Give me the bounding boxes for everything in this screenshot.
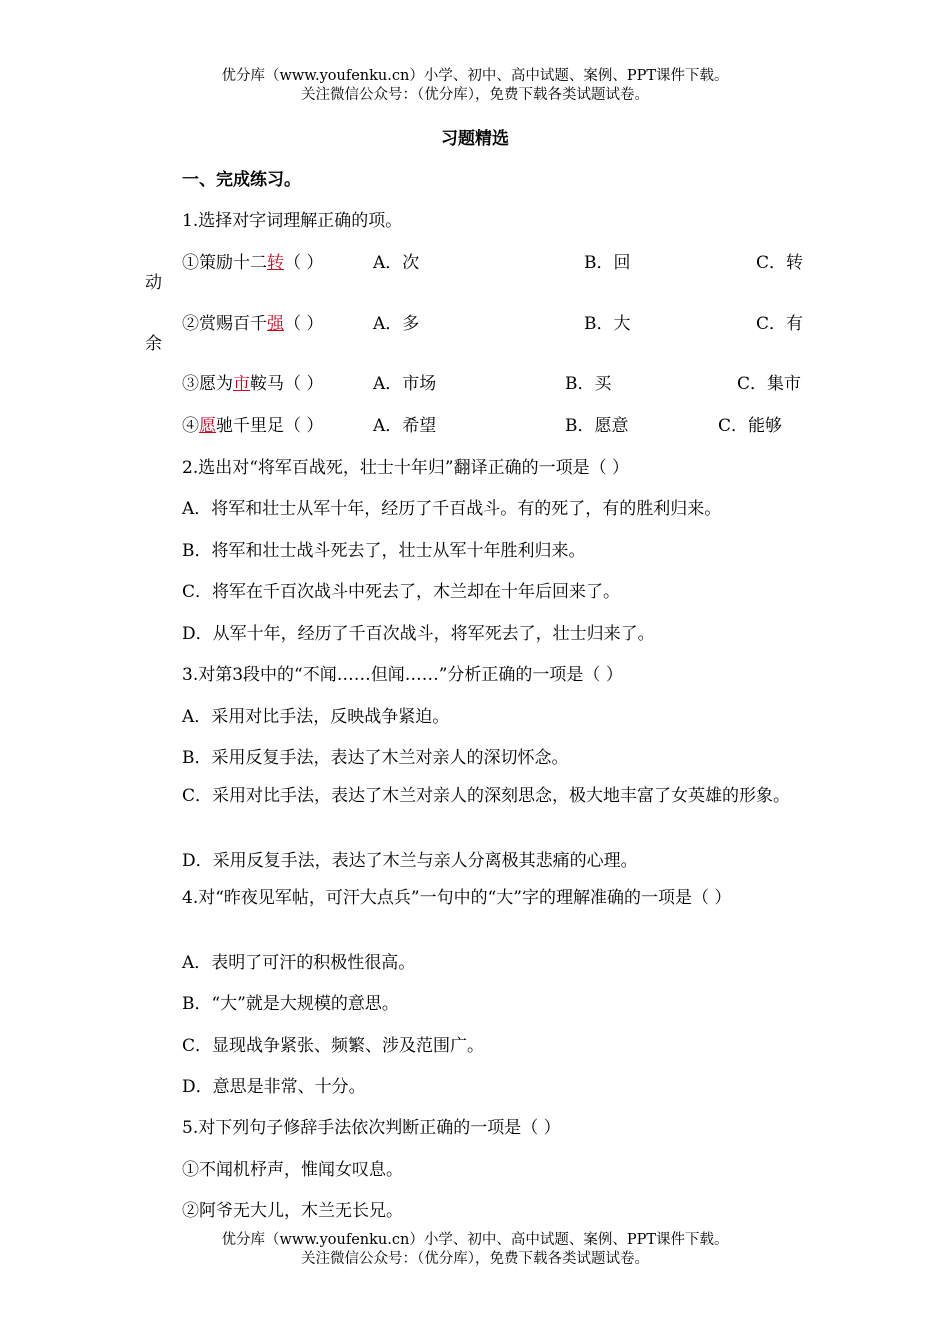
q1-item-4-option-b: B．愿意 — [565, 416, 629, 436]
q4-option-d: D．意思是非常、十分。 — [182, 1077, 366, 1097]
q1-item-2: ②赏赐百千强（ ） — [182, 314, 324, 334]
q2-stem: 2.选出对“将军百战死，壮士十年归”翻译正确的一项是（ ） — [182, 458, 630, 478]
q1-item-1: ①策励十二转（ ） — [182, 253, 324, 273]
header-line-2: 关注微信公众号：（优分库），免费下载各类试题试卷。 — [301, 87, 649, 103]
q1-item-4-key: 愿 — [199, 416, 216, 436]
q3-option-d: D．采用反复手法，表达了木兰与亲人分离极其悲痛的心理。 — [182, 851, 638, 871]
q3-option-c: C．采用对比手法，表达了木兰对亲人的深刻思念，极大地丰富了女英雄的形象。 — [182, 786, 791, 806]
q1-item-2-option-c: C．有 — [756, 314, 804, 334]
q5-line-1: ①不闻机杼声，惟闻女叹息。 — [182, 1160, 403, 1180]
q1-item-2-option-a: A．多 — [373, 314, 420, 334]
header-line-1: 优分库（www.youfenku.cn）小学、初中、高中试题、案例、PPT课件下载。 — [221, 68, 729, 84]
section-heading: 一、完成练习。 — [182, 170, 301, 190]
q1-item-3-option-b: B．买 — [565, 374, 612, 394]
q4-option-b: B．“大”就是大规模的意思。 — [182, 994, 399, 1014]
footer-line-2: 关注微信公众号：（优分库），免费下载各类试题试卷。 — [301, 1251, 649, 1267]
q1-stem: 1.选择对字词理解正确的项。 — [182, 211, 403, 231]
q1-item-1-option-c: C．转 — [756, 253, 804, 273]
q2-option-b: B．将军和壮士战斗死去了，壮士从军十年胜利归来。 — [182, 541, 586, 561]
q1-item-2-option-b: B．大 — [584, 314, 631, 334]
q2-option-c: C．将军在千百次战斗中死去了，木兰却在十年后回来了。 — [182, 582, 621, 602]
page-title: 习题精选 — [441, 129, 509, 149]
q2-option-d: D．从军十年，经历了千百次战斗，将军死去了，壮士归来了。 — [182, 624, 655, 644]
q1-item-1-continuation: 动 — [145, 273, 162, 293]
q5-line-2: ②阿爷无大儿，木兰无长兄。 — [182, 1201, 403, 1221]
q4-option-c: C．显现战争紧张、频繁、涉及范围广。 — [182, 1036, 485, 1056]
q4-stem: 4.对“昨夜见军帖，可汗大点兵”一句中的“大”字的理解准确的一项是（ ） — [182, 888, 732, 908]
q1-item-3-option-a: A．市场 — [373, 374, 437, 394]
q1-item-1-option-a: A．次 — [373, 253, 420, 273]
q1-item-4-option-a: A．希望 — [373, 416, 437, 436]
q1-item-3-option-c: C．集市 — [737, 374, 802, 394]
q1-item-2-continuation: 余 — [145, 334, 162, 354]
q1-item-3: ③愿为市鞍马（ ） — [182, 374, 324, 394]
q1-item-2-key: 强 — [267, 314, 284, 334]
q3-option-b: B．采用反复手法，表达了木兰对亲人的深切怀念。 — [182, 748, 569, 768]
q3-stem: 3.对第3段中的“不闻……但闻……”分析正确的一项是（ ） — [182, 665, 623, 685]
q5-stem: 5.对下列句子修辞手法依次判断正确的一项是（ ） — [182, 1118, 561, 1138]
q1-item-4: ④愿驰千里足（ ） — [182, 416, 324, 436]
q4-option-a: A．表明了可汗的积极性很高。 — [182, 953, 416, 973]
q1-item-1-key: 转 — [267, 253, 284, 273]
q1-item-3-key: 市 — [233, 374, 250, 394]
q3-option-a: A．采用对比手法，反映战争紧迫。 — [182, 707, 450, 727]
footer-line-1: 优分库（www.youfenku.cn）小学、初中、高中试题、案例、PPT课件下载。 — [221, 1232, 729, 1248]
q1-item-4-option-c: C．能够 — [718, 416, 783, 436]
q2-option-a: A．将军和壮士从军十年，经历了千百战斗。有的死了，有的胜利归来。 — [182, 499, 722, 519]
q1-item-1-option-b: B．回 — [584, 253, 631, 273]
